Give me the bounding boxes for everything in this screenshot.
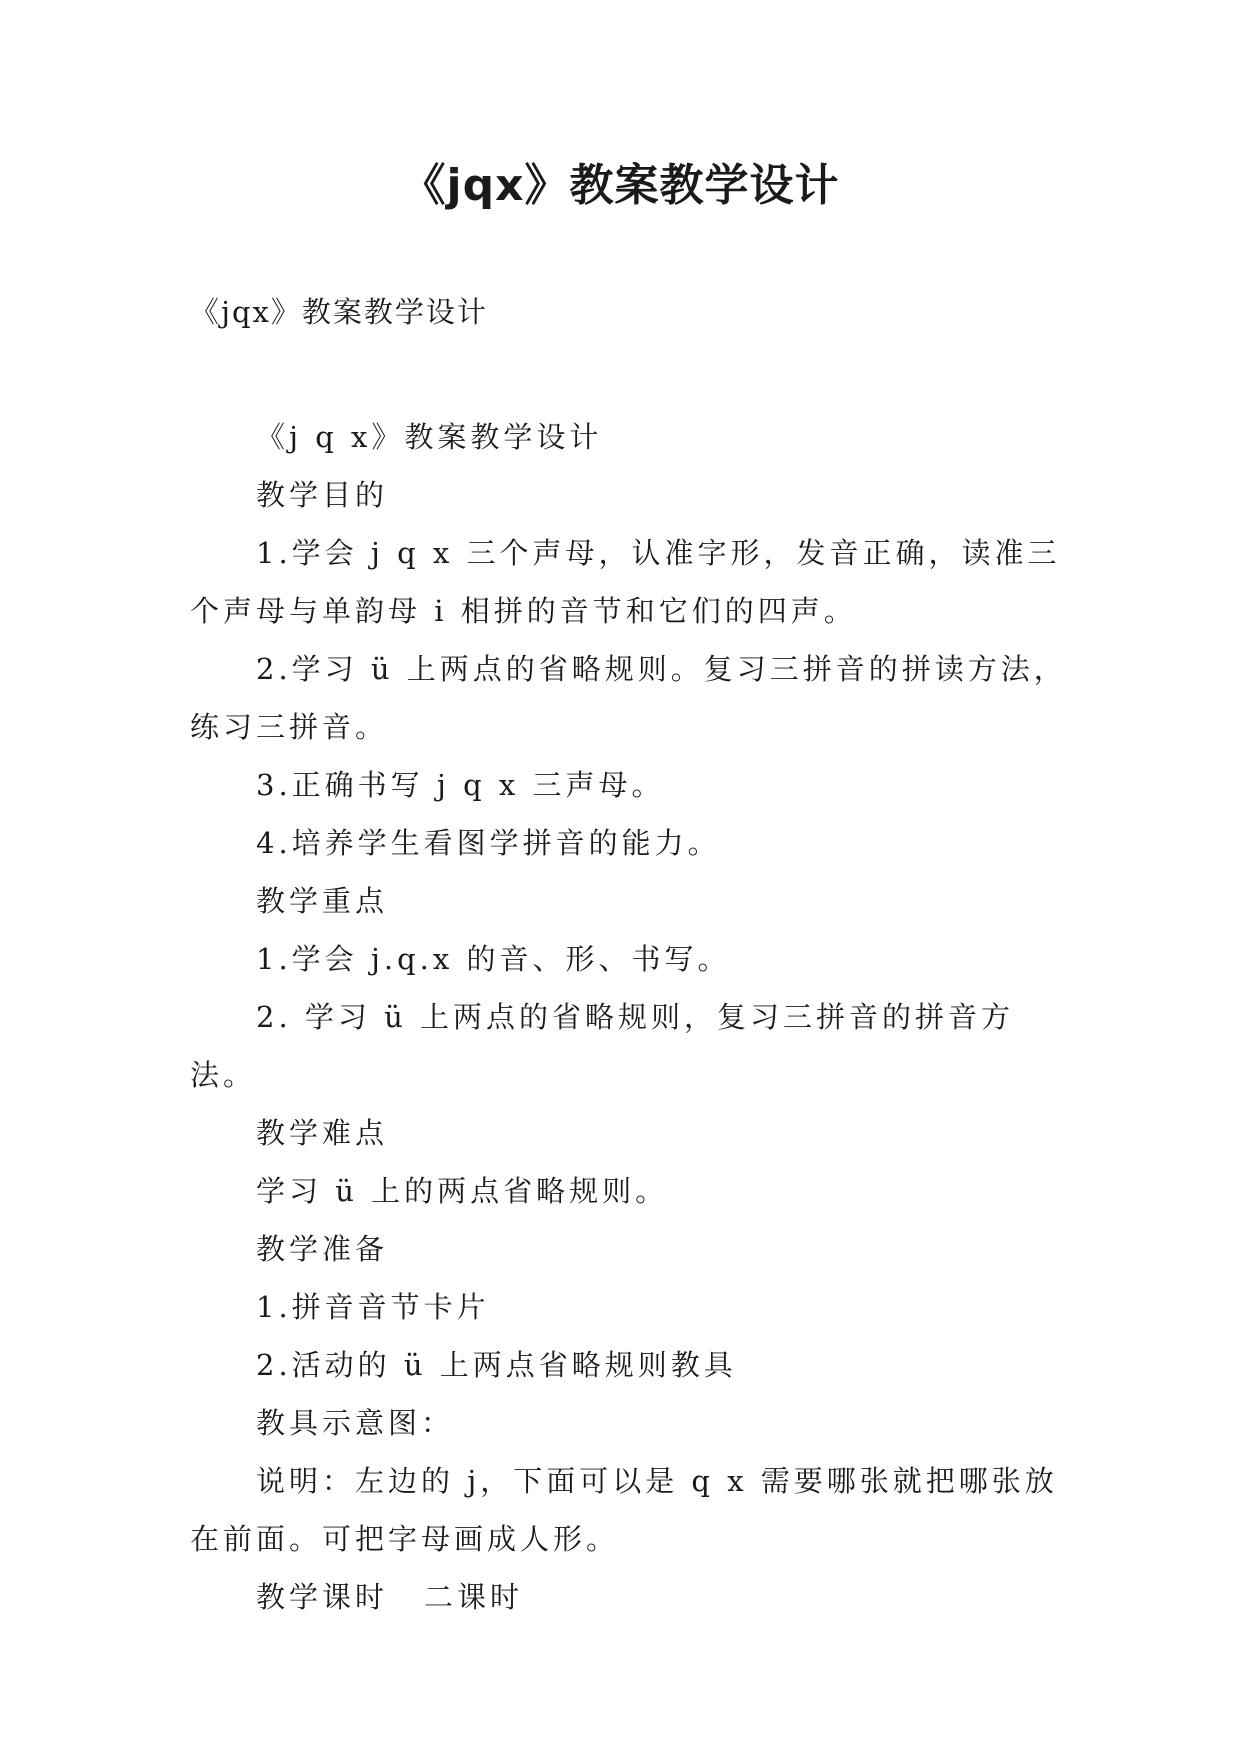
objective-2: 2.学习 ü 上两点的省略规则。复习三拼音的拼读方法，练习三拼音。 <box>190 652 1067 744</box>
document-subtitle: 《jqx》教案教学设计 <box>190 295 488 329</box>
lesson-duration-label: 教学课时 <box>256 1580 389 1614</box>
objective-3: 3.正确书写 j q x 三声母。 <box>256 768 665 802</box>
key-point-2: 2. 学习 ü 上两点的省略规则，复习三拼音的拼音方法。 <box>190 1000 1015 1092</box>
heading-objectives: 教学目的 <box>256 478 389 512</box>
heading-preparation: 教学准备 <box>256 1232 389 1266</box>
paragraph-lesson-title: 《j q x》教案教学设计 <box>256 420 603 454</box>
lesson-duration <box>190 1568 1070 1626</box>
teaching-aid-explanation: 说明：左边的 j，下面可以是 q x 需要哪张就把哪张放在前面。可把字母画成人形。 <box>190 1464 1058 1556</box>
difficulty-1: 学习 ü 上的两点省略规则。 <box>256 1174 669 1208</box>
heading-key-points: 教学重点 <box>256 884 389 918</box>
objective-1: 1.学会 j q x 三个声母，认准字形，发音正确，读准三个声母与单韵母 i 相拼的音节和它们的四声。 <box>190 536 1061 628</box>
lesson-duration-value: 二课时 <box>424 1580 524 1614</box>
document-body <box>190 408 1070 1626</box>
preparation-2: 2.活动的 ü 上两点省略规则教具 <box>256 1348 737 1382</box>
teaching-aid-diagram-label: 教具示意图： <box>256 1406 455 1440</box>
heading-difficulties: 教学难点 <box>256 1116 389 1150</box>
key-point-1: 1.学会 j.q.x 的音、形、书写。 <box>256 942 731 976</box>
document-title: 《jqx》教案教学设计 <box>401 160 840 211</box>
objective-4: 4.培养学生看图学拼音的能力。 <box>256 826 721 860</box>
preparation-1: 1.拼音音节卡片 <box>256 1290 490 1324</box>
